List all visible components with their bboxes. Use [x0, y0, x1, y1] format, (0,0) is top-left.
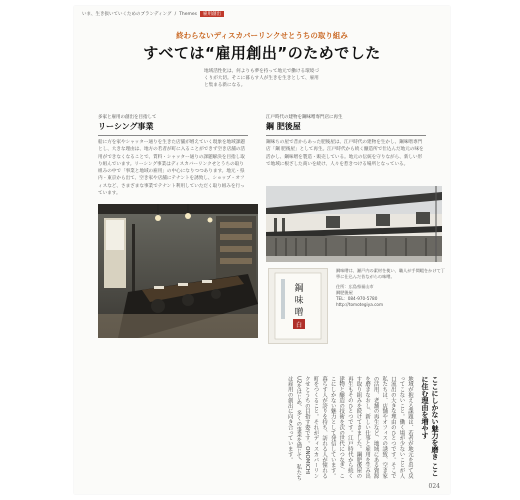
caption-url[interactable]: http://tomotegiya.com: [336, 302, 384, 307]
building-photo: [266, 186, 442, 262]
higoya-section: [266, 114, 426, 168]
leasing-heading: リーシング事業: [98, 122, 154, 131]
leasing-subheading: 多家と雇用の創出を目指して: [98, 115, 157, 120]
caption-shop: 鋼肥後屋: [336, 290, 353, 295]
svg-text:白: 白: [295, 322, 303, 329]
header-series-text: いま、生き抜いていくためのブランディング: [82, 12, 172, 17]
header-themes-text: Themes: [179, 11, 197, 17]
higoya-rule: [266, 135, 426, 136]
vertical-article: [84, 376, 440, 482]
header-separator: /: [174, 11, 177, 17]
svg-text:味: 味: [294, 296, 304, 306]
svg-text:鋼: 鋼: [294, 284, 304, 294]
vertical-lede: ここにしかない魅力を磨き ここに住む理由を増やす: [421, 376, 439, 477]
interior-photo: [98, 204, 258, 338]
higoya-subheading: 江戸時代の建物を鋼味噌専門店に再生: [266, 115, 343, 120]
running-header: [82, 11, 224, 17]
caption-tel: TEL：084-970-5780: [336, 296, 378, 301]
higoya-body: 鋼味ちの屋で昔からあった肥後屋は、江戸時代の建物を生かし、鋼味噌専門店「鋼 肥後屋」として再生。江戸時代から続く醸造所で仕込んだ地元の味を活かし、鋼味噌を製造・販売している。地元の伝統を守りながら、新しい形で地域に根ざした商いを続け、人々を惹きつける場所となっている。: [266, 140, 424, 167]
article-kicker: 終わらないディスカバーリンクせとうちの取り組み: [176, 31, 348, 40]
vertical-body: 地域が抱える課題は、若者が地元を出て戻ってこないこと。働く場が少ないことが人口流出の大きな理由のひとつです。そこで私たちは、店舗やオフィスの誘致、空き家の活用、老舗の再生など、地域にある資源を磨きなおし、新しい仕事と雇用を生み出す取り組みを続けてきました。鋼肥後屋の再生もそのひとつです。江戸時代から続く建物と醸造の技術を次の世代につなぎ、ここにしかない魅力として発信しています。暮らす人が誇りを持ち、訪れる人が憧れる町をつくること。それがディスカバーリンクせとうちの目指す姿です。ONOMICHI U2をはじめ、多くの事業を通じて、私たちは雇用の創出に向き合っています。: [286, 376, 413, 481]
leasing-section: [98, 114, 248, 197]
caption-address: 住所：広島県福山市: [336, 284, 374, 289]
page-number: 024: [428, 483, 440, 490]
header-tag: 雇用創出: [200, 11, 224, 17]
miso-product-image: [268, 268, 328, 344]
article-title: すべては“雇用創出”のためでした: [143, 44, 381, 62]
leasing-body: 船に方を家やシャッター通りを生きた店舗が増えていく現象を地域課題とし、大きな理由は、地方の若者が町に入ることができず空き店舗の活用ができなくなることで、賃料・シャッター通りの課題解決を目指し取り組んでいます。リーシング事業はディスカバーリンクせとうちの取り組みの中で「事業と地域の雇用」の中心になりつつあります。地元・県内・東京から出て、空き家や店舗にテナントを誘致し、ショップ・オフィスなど、さまざまな事業でテナント利用していただく取り組みを行っています。: [98, 140, 246, 197]
caption-text: 鋼味噌は、瀬戸内の素材を使い、職人が手間暇をかけて丁寧に仕込んだ昔ながらの味噌。: [336, 268, 445, 279]
higoya-heading: 鋼 肥後屋: [266, 122, 301, 131]
svg-text:噌: 噌: [294, 308, 304, 318]
article-lead: 地域活性化は、何よりも夢を持って地元で働ける環境づくりが大切。そこに暮らす人が生きを生きとして、雇用と集まる新になる。: [204, 69, 319, 88]
product-caption: [336, 268, 446, 308]
leasing-rule: [98, 135, 248, 136]
magazine-page: [74, 6, 450, 494]
